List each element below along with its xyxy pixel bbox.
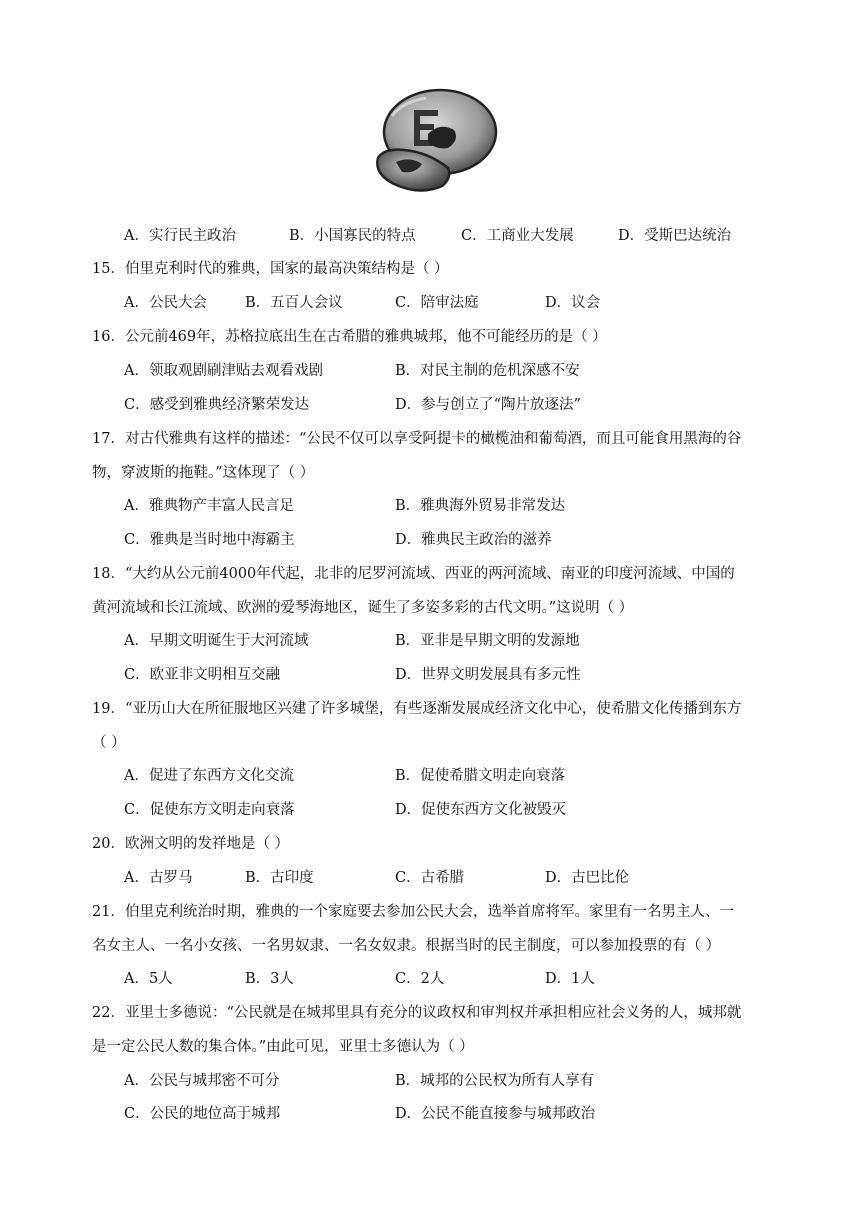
q17-option-c[interactable]: C．雅典是当时地中海霸主: [124, 532, 295, 548]
q14-option-d[interactable]: D．受斯巴达统治: [618, 228, 732, 244]
q14-option-c[interactable]: C．工商业大发展: [461, 228, 574, 244]
q19-stem-line-1: 19．“亚历山大在所征服地区兴建了许多城堡，有些逐渐发展成经济文化中心，使希腊文化传播到东方: [92, 701, 742, 717]
q15-option-d[interactable]: D．议会: [545, 295, 601, 311]
q20-option-b[interactable]: B．古印度: [245, 870, 314, 886]
q16-option-b[interactable]: B．对民主制的危机深感不安: [395, 363, 580, 379]
q18-option-b[interactable]: B．亚非是早期文明的发源地: [395, 633, 580, 649]
q16-stem: 16．公元前469年，苏格拉底出生在古希腊的雅典城邦，他不可能经历的是（ ）: [92, 329, 607, 345]
q22-option-b[interactable]: B．城邦的公民权为所有人享有: [395, 1073, 595, 1089]
q21-stem-line-2: 名女主人、一名小女孩、一名男奴隶、一名女奴隶。根据当时的民主制度，可以参加投票的有（ ）: [92, 938, 721, 954]
q19-option-b[interactable]: B．促使希腊文明走向衰落: [395, 768, 566, 784]
q16-option-c[interactable]: C．感受到雅典经济繁荣发达: [124, 397, 310, 413]
q20-option-c[interactable]: C．古希腊: [395, 870, 465, 886]
q19-option-a[interactable]: A．促进了东西方文化交流: [124, 768, 294, 784]
q17-stem-line-1: 17．对古代雅典有这样的描述：“公民不仅可以享受阿提卡的橄榄油和葡萄酒，而且可能食用黑海的谷: [92, 431, 742, 447]
q21-option-d[interactable]: D．1人: [545, 971, 595, 987]
q21-option-c[interactable]: C．2人: [395, 971, 445, 987]
q21-stem-line-1: 21．伯里克利统治时期，雅典的一个家庭要去参加公民大会，选举首席将军。家里有一名男主人、一: [92, 904, 734, 920]
q19-option-d[interactable]: D．促使东西方文化被毁灭: [395, 802, 567, 818]
q19-stem-line-2: （ ）: [92, 735, 126, 751]
q14-option-b[interactable]: B．小国寡民的特点: [289, 228, 416, 244]
q15-option-c[interactable]: C．陪审法庭: [395, 295, 479, 311]
q20-stem: 20．欧洲文明的发祥地是（ ）: [92, 836, 290, 852]
q20-option-d[interactable]: D．古巴比伦: [545, 870, 630, 886]
q21-option-a[interactable]: A．5人: [124, 971, 173, 987]
q15-option-b[interactable]: B．五百人会议: [245, 295, 343, 311]
q20-option-a[interactable]: A．古罗马: [124, 870, 193, 886]
q17-stem-line-2: 物，穿波斯的拖鞋。”这体现了（ ）: [92, 465, 315, 481]
q17-option-a[interactable]: A．雅典物产丰富人民言足: [124, 498, 294, 514]
q22-option-d[interactable]: D．公民不能直接参与城邦政治: [395, 1106, 596, 1122]
q18-option-d[interactable]: D．世界文明发展具有多元性: [395, 667, 581, 683]
q16-option-d[interactable]: D．参与创立了“陶片放逐法”: [395, 397, 581, 413]
q22-stem-line-2: 是一定公民人数的集合体。”由此可见，亚里士多德认为（ ）: [92, 1039, 474, 1055]
q16-option-a[interactable]: A．领取观剧刷津贴去观看戏剧: [124, 363, 323, 379]
q18-option-c[interactable]: C．欧亚非文明相互交融: [124, 667, 281, 683]
q22-option-a[interactable]: A．公民与城邦密不可分: [124, 1073, 280, 1089]
q19-option-c[interactable]: C．促使东方文明走向衰落: [124, 802, 295, 818]
q14-option-a[interactable]: A．实行民主政治: [124, 228, 236, 244]
q18-option-a[interactable]: A．早期文明诞生于大河流域: [124, 633, 309, 649]
q21-option-b[interactable]: B．3人: [245, 971, 294, 987]
q18-stem-line-1: 18．“大约从公元前4000年代起，北非的尼罗河流域、西亚的两河流域、南亚的印度河流域、中国的: [92, 566, 735, 582]
q18-stem-line-2: 黄河流域和长江流域、欧洲的爱琴海地区，诞生了多姿多彩的古代文明。”这说明（ ）: [92, 600, 634, 616]
q15-stem: 15．伯里克利时代的雅典，国家的最高决策结构是（ ）: [92, 261, 449, 277]
q17-option-b[interactable]: B．雅典海外贸易非常发达: [395, 498, 566, 514]
q17-option-d[interactable]: D．雅典民主政治的滋养: [395, 532, 552, 548]
q15-option-a[interactable]: A．公民大会: [124, 295, 207, 311]
q22-option-c[interactable]: C．公民的地位高于城邦: [124, 1106, 281, 1122]
ostracon-figure: [368, 88, 500, 200]
q22-stem-line-1: 22．亚里士多德说：“公民就是在城邦里具有充分的议政权和审判权并承担相应社会义务的人，城邦就: [92, 1005, 742, 1021]
